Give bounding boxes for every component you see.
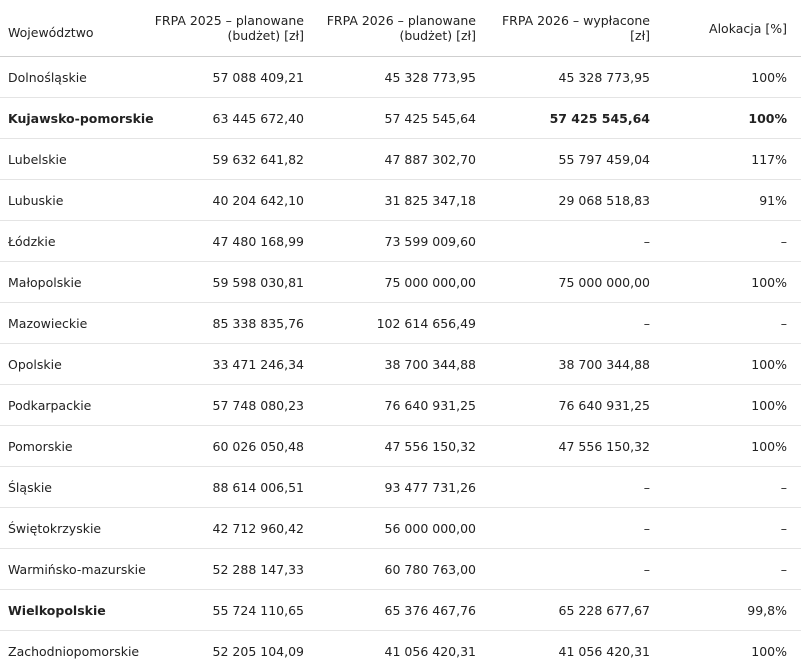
table-row: [0, 385, 801, 426]
cell-voivodeship: Kujawsko-pomorskie: [0, 98, 152, 139]
header-paid-2026-line2: [zł]: [630, 28, 650, 43]
table-body: [0, 57, 801, 671]
cell-voivodeship: Śląskie: [0, 467, 152, 508]
cell-paid-2026: 75 000 000,00: [480, 262, 654, 303]
cell-voivodeship: Świętokrzyskie: [0, 508, 152, 549]
cell-voivodeship: Wielkopolskie: [0, 590, 152, 631]
cell-plan-2025: 63 445 672,40: [152, 98, 308, 139]
cell-voivodeship: Lubuskie: [0, 180, 152, 221]
cell-plan-2026: 57 425 545,64: [308, 98, 480, 139]
table-header-row: [0, 0, 801, 57]
cell-allocation: 91%: [654, 180, 801, 221]
header-voivodeship: Województwo: [0, 0, 152, 57]
table-row: [0, 344, 801, 385]
cell-plan-2026: 47 556 150,32: [308, 426, 480, 467]
cell-allocation: –: [654, 467, 801, 508]
cell-plan-2025: 88 614 006,51: [152, 467, 308, 508]
cell-allocation: –: [654, 303, 801, 344]
cell-voivodeship: Dolnośląskie: [0, 57, 152, 98]
cell-plan-2025: 42 712 960,42: [152, 508, 308, 549]
cell-voivodeship: Opolskie: [0, 344, 152, 385]
table-row: [0, 180, 801, 221]
cell-voivodeship: Zachodniopomorskie: [0, 631, 152, 671]
cell-paid-2026: –: [480, 508, 654, 549]
cell-plan-2025: 59 598 030,81: [152, 262, 308, 303]
cell-plan-2025: 57 088 409,21: [152, 57, 308, 98]
header-allocation: Alokacja [%]: [654, 0, 801, 57]
table-row: [0, 57, 801, 98]
cell-voivodeship: Warmińsko-mazurskie: [0, 549, 152, 590]
header-paid-2026-line1: FRPA 2026 – wypłacone: [502, 13, 650, 28]
table-row: [0, 467, 801, 508]
cell-plan-2026: 38 700 344,88: [308, 344, 480, 385]
cell-allocation: –: [654, 508, 801, 549]
cell-voivodeship: Podkarpackie: [0, 385, 152, 426]
cell-plan-2026: 41 056 420,31: [308, 631, 480, 671]
table-row: [0, 631, 801, 671]
cell-voivodeship: Mazowieckie: [0, 303, 152, 344]
cell-plan-2026: 56 000 000,00: [308, 508, 480, 549]
table-row: [0, 590, 801, 631]
cell-plan-2026: 47 887 302,70: [308, 139, 480, 180]
cell-paid-2026: 57 425 545,64: [480, 98, 654, 139]
cell-paid-2026: 38 700 344,88: [480, 344, 654, 385]
cell-plan-2025: 47 480 168,99: [152, 221, 308, 262]
table-row: [0, 508, 801, 549]
cell-plan-2025: 59 632 641,82: [152, 139, 308, 180]
cell-plan-2026: 75 000 000,00: [308, 262, 480, 303]
table-row: [0, 262, 801, 303]
cell-allocation: 100%: [654, 344, 801, 385]
cell-plan-2025: 40 204 642,10: [152, 180, 308, 221]
cell-paid-2026: 65 228 677,67: [480, 590, 654, 631]
cell-plan-2026: 102 614 656,49: [308, 303, 480, 344]
header-plan-2026-line1: FRPA 2026 – planowane: [327, 13, 476, 28]
cell-voivodeship: Małopolskie: [0, 262, 152, 303]
cell-paid-2026: 76 640 931,25: [480, 385, 654, 426]
cell-plan-2025: 85 338 835,76: [152, 303, 308, 344]
cell-plan-2025: 52 205 104,09: [152, 631, 308, 671]
cell-plan-2026: 73 599 009,60: [308, 221, 480, 262]
cell-plan-2025: 55 724 110,65: [152, 590, 308, 631]
cell-plan-2025: 33 471 246,34: [152, 344, 308, 385]
cell-plan-2026: 60 780 763,00: [308, 549, 480, 590]
cell-allocation: 100%: [654, 385, 801, 426]
cell-voivodeship: Pomorskie: [0, 426, 152, 467]
table-row: [0, 426, 801, 467]
cell-allocation: 100%: [654, 57, 801, 98]
cell-paid-2026: –: [480, 303, 654, 344]
cell-voivodeship: Lubelskie: [0, 139, 152, 180]
cell-paid-2026: 29 068 518,83: [480, 180, 654, 221]
cell-plan-2026: 45 328 773,95: [308, 57, 480, 98]
cell-plan-2025: 60 026 050,48: [152, 426, 308, 467]
cell-allocation: 100%: [654, 426, 801, 467]
cell-paid-2026: –: [480, 467, 654, 508]
header-plan-2025-line1: FRPA 2025 – planowane: [155, 13, 304, 28]
cell-paid-2026: –: [480, 549, 654, 590]
table-row: [0, 139, 801, 180]
table-row: [0, 221, 801, 262]
cell-allocation: 99,8%: [654, 590, 801, 631]
cell-allocation: –: [654, 549, 801, 590]
header-plan-2026: [308, 0, 480, 57]
cell-plan-2026: 76 640 931,25: [308, 385, 480, 426]
header-plan-2025: [152, 0, 308, 57]
cell-voivodeship: Łódzkie: [0, 221, 152, 262]
table-row: [0, 549, 801, 590]
header-paid-2026: [480, 0, 654, 57]
cell-allocation: 100%: [654, 631, 801, 671]
cell-paid-2026: 41 056 420,31: [480, 631, 654, 671]
cell-paid-2026: 55 797 459,04: [480, 139, 654, 180]
header-plan-2026-line2: (budżet) [zł]: [399, 28, 476, 43]
cell-plan-2025: 57 748 080,23: [152, 385, 308, 426]
cell-paid-2026: 45 328 773,95: [480, 57, 654, 98]
cell-allocation: 100%: [654, 262, 801, 303]
cell-plan-2026: 31 825 347,18: [308, 180, 480, 221]
header-plan-2025-line2: (budżet) [zł]: [227, 28, 304, 43]
cell-allocation: 117%: [654, 139, 801, 180]
cell-plan-2025: 52 288 147,33: [152, 549, 308, 590]
cell-paid-2026: 47 556 150,32: [480, 426, 654, 467]
cell-paid-2026: –: [480, 221, 654, 262]
table-row: [0, 98, 801, 139]
cell-allocation: 100%: [654, 98, 801, 139]
cell-allocation: –: [654, 221, 801, 262]
table-row: [0, 303, 801, 344]
cell-plan-2026: 65 376 467,76: [308, 590, 480, 631]
cell-plan-2026: 93 477 731,26: [308, 467, 480, 508]
